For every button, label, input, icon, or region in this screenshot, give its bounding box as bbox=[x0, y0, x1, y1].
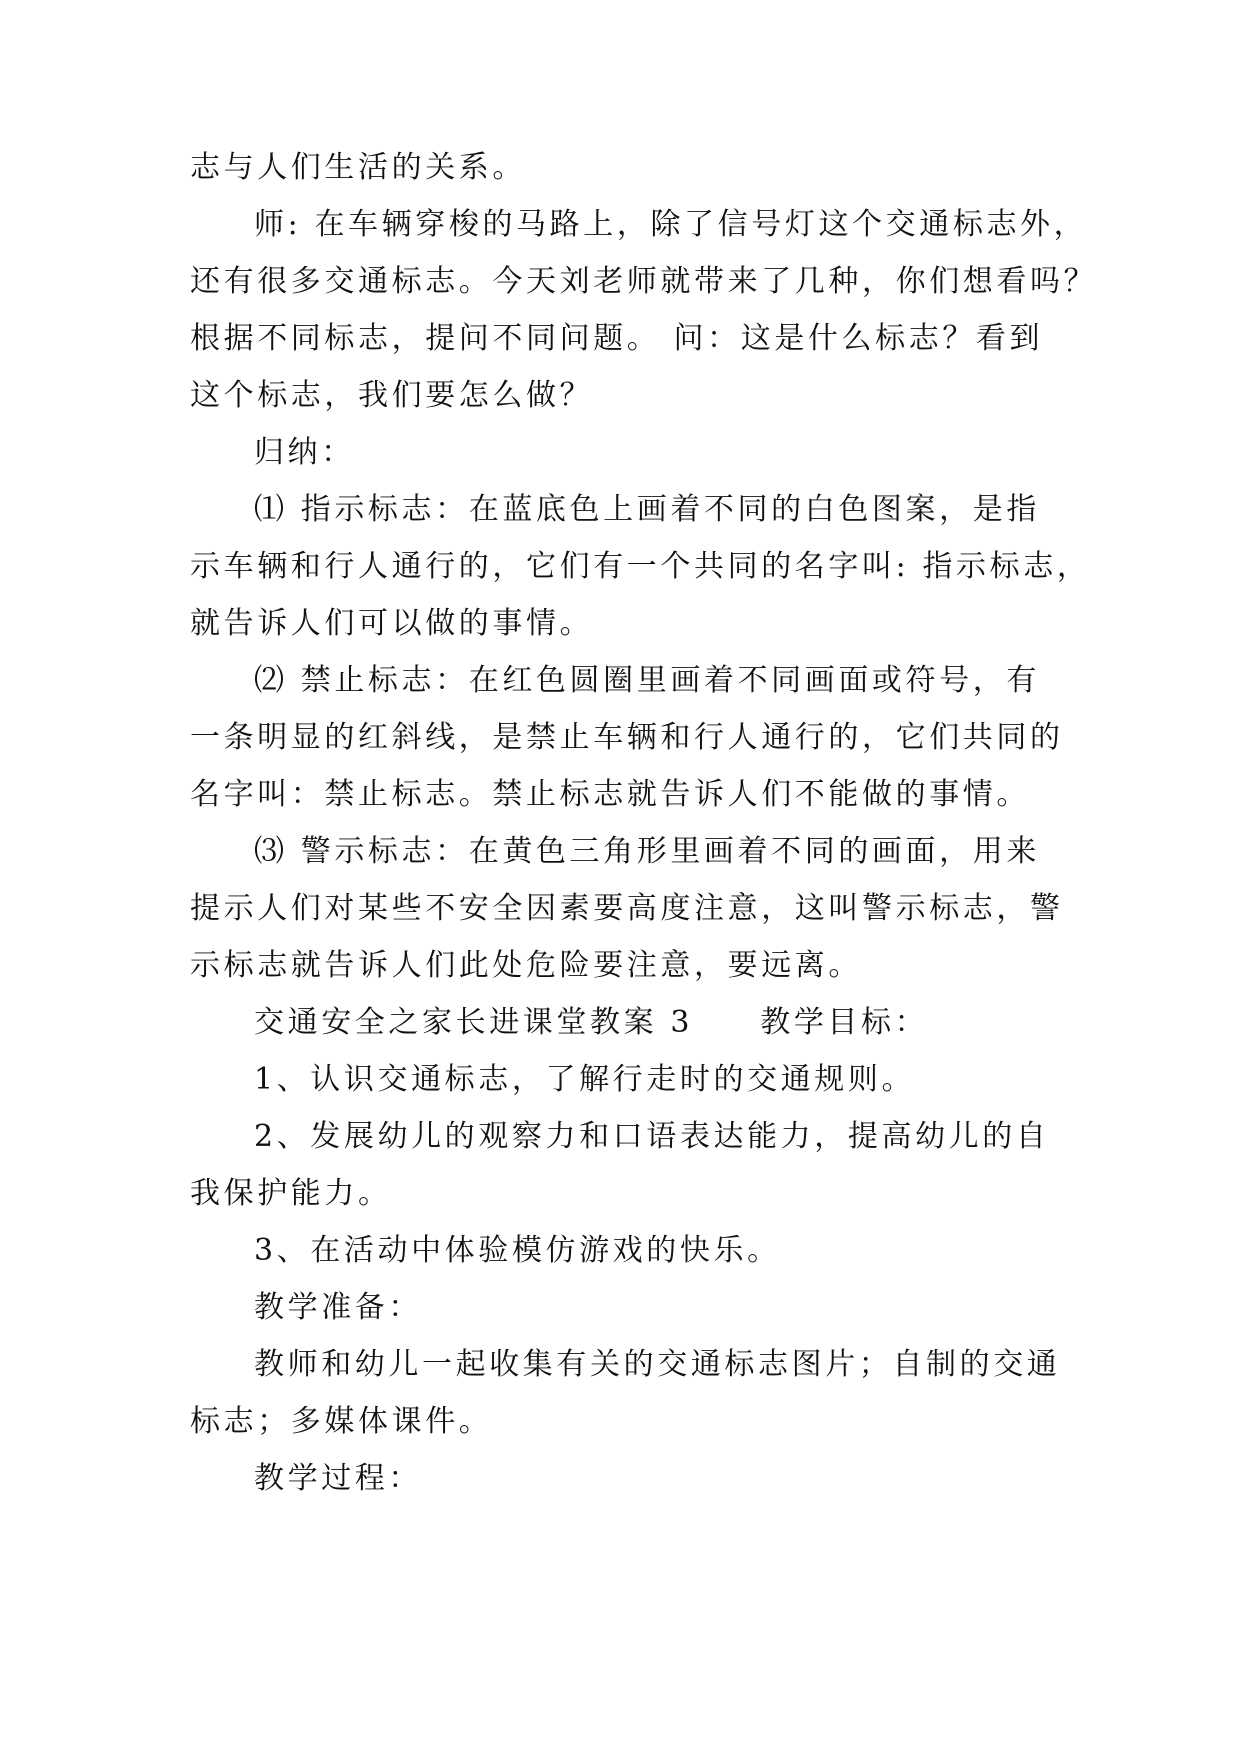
text-line: 1、认识交通标志，了解行走时的交通规则。 bbox=[254, 1062, 916, 1097]
text-line: 志与人们生活的关系。 bbox=[190, 150, 526, 185]
text-line: 教学过程： bbox=[254, 1461, 422, 1496]
text-line: 就告诉人们可以做的事情。 bbox=[190, 606, 594, 641]
text-line: 一条明显的红斜线，是禁止车辆和行人通行的，它们共同的 bbox=[190, 720, 1064, 755]
text-line: 3、在活动中体验模仿游戏的快乐。 bbox=[254, 1233, 781, 1268]
text-line: 名字叫：禁止标志。禁止标志就告诉人们不能做的事情。 bbox=[190, 777, 1030, 812]
text-line: 师: 在车辆穿梭的马路上，除了信号灯这个交通标志外， bbox=[254, 207, 1088, 242]
text-line: 这个标志，我们要怎么做？ bbox=[190, 378, 594, 413]
text-line: 示标志就告诉人们此处危险要注意，要远离。 bbox=[190, 948, 862, 983]
text-line: 根据不同标志，提问不同问题。 问：这是什么标志？看到 bbox=[190, 321, 1044, 356]
text-line: 归纳： bbox=[254, 435, 355, 470]
text-line: 还有很多交通标志。今天刘老师就带来了几种，你们想看吗？ bbox=[190, 264, 1098, 299]
text-line: 提示人们对某些不安全因素要高度注意，这叫警示标志，警 bbox=[190, 891, 1064, 926]
text-line: 2、发展幼儿的观察力和口语表达能力，提高幼儿的自 bbox=[254, 1119, 1050, 1154]
text-line: 标志；多媒体课件。 bbox=[190, 1404, 493, 1439]
text-line: ⑶ 警示标志：在黄色三角形里画着不同的画面，用来 bbox=[254, 834, 1040, 869]
text-line: ⑵ 禁止标志：在红色圆圈里画着不同画面或符号，有 bbox=[254, 663, 1040, 698]
text-line: 交通安全之家长进课堂教案 3 教学目标： bbox=[254, 1005, 929, 1040]
text-line: ⑴ 指示标志：在蓝底色上画着不同的白色图案，是指 bbox=[254, 492, 1040, 527]
text-line: 示车辆和行人通行的，它们有一个共同的名字叫: 指示标志， bbox=[190, 549, 1091, 584]
text-line: 教学准备： bbox=[254, 1290, 422, 1325]
text-line: 教师和幼儿一起收集有关的交通标志图片；自制的交通 bbox=[254, 1347, 1061, 1382]
text-line: 我保护能力。 bbox=[190, 1176, 392, 1211]
